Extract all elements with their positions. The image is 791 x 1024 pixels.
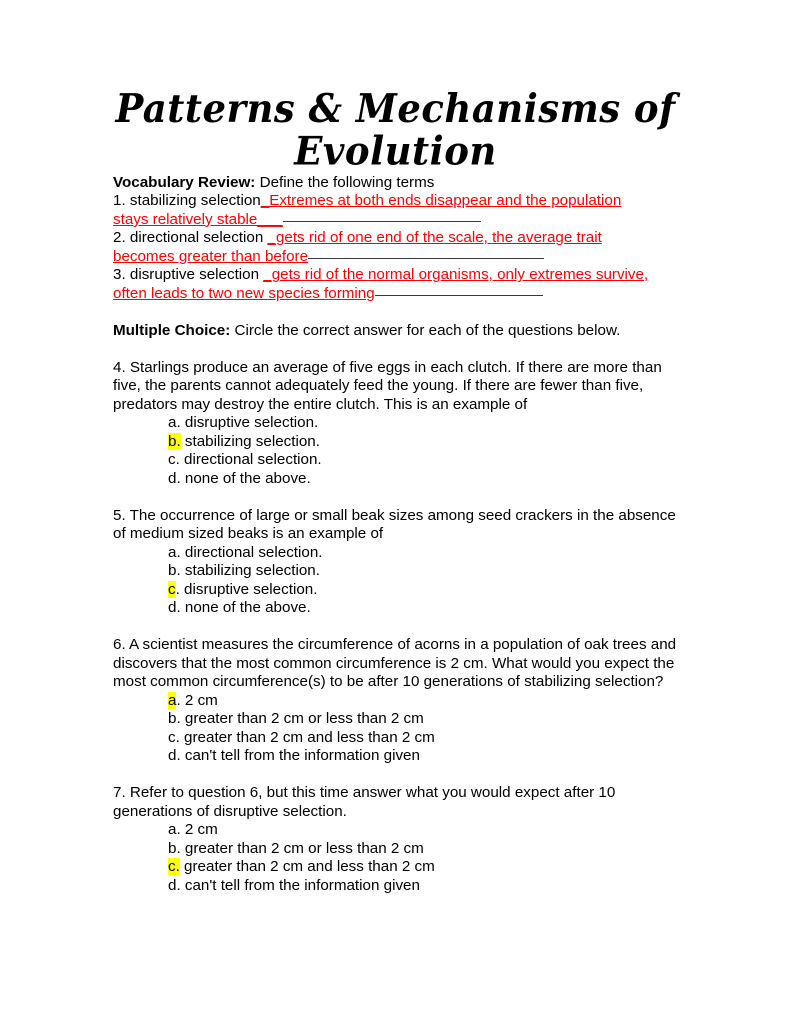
question-4-choice-a-text: disruptive selection.: [180, 414, 319, 432]
vocabulary-instructions: Define the following terms: [255, 173, 435, 191]
vocabulary-section: [113, 174, 678, 304]
question-7-choice-b[interactable]: [113, 840, 678, 859]
question-6-choice-a-marker-highlight: a: [168, 691, 177, 709]
vocabulary-item-3: [113, 266, 678, 285]
question-5-choice-d[interactable]: [113, 599, 678, 618]
question-4-choice-b-text: stabilizing selection.: [180, 432, 320, 450]
page-title: Patterns & Mechanisms of Evolution: [115, 84, 676, 174]
question-4-choice-b[interactable]: [113, 433, 678, 452]
question-6-choice-a[interactable]: [113, 692, 678, 711]
question-7-choice-d[interactable]: [113, 877, 678, 896]
question-gap-4: [113, 340, 678, 359]
question-5-choice-d-marker: d.: [168, 599, 181, 617]
question-gap-6: [113, 618, 678, 637]
question-5: [113, 507, 678, 618]
vocabulary-item-2: [113, 229, 678, 248]
vocabulary-item-2-continuation: [113, 248, 678, 267]
question-4-choice-c[interactable]: [113, 451, 678, 470]
question-6-choice-a-marker: .: [176, 691, 181, 709]
question-5-prompt: 5. The occurrence of large or small beak sizes among seed crackers in the absence of medium sized beaks is an example of: [113, 506, 676, 543]
question-6-choice-b[interactable]: [113, 710, 678, 729]
question-5-choice-b[interactable]: [113, 562, 678, 581]
question-4-choice-d-marker: d.: [168, 469, 181, 487]
question-6: [113, 636, 678, 766]
question-6-choice-c-marker: c.: [168, 728, 180, 746]
vocabulary-heading: [113, 174, 678, 193]
worksheet-content: [113, 84, 678, 895]
vocabulary-item-1-blank-rule: [283, 221, 481, 222]
vocabulary-item-1-number: 1.: [113, 192, 126, 210]
vocabulary-item-2-answer-line-2[interactable]: becomes greater than before: [113, 247, 309, 265]
vocabulary-item-2-number: 2.: [113, 229, 126, 247]
question-4-choice-c-text: directional selection.: [179, 451, 322, 469]
question-6-choice-a-text: 2 cm: [180, 691, 218, 709]
question-4-choice-d[interactable]: [113, 470, 678, 489]
vocabulary-item-1-continuation: [113, 211, 678, 230]
question-6-choice-b-marker: b.: [168, 710, 181, 728]
question-7-choice-a[interactable]: [113, 821, 678, 840]
vocabulary-section-label: Vocabulary Review:: [113, 173, 256, 191]
question-7-choice-c[interactable]: [113, 858, 678, 877]
question-7-choice-d-marker: d.: [168, 876, 181, 894]
question-4-choices: [113, 414, 678, 488]
question-7-choices: [113, 821, 678, 895]
multiple-choice-section-label: Multiple Choice:: [113, 321, 231, 339]
question-6-prompt: 6. A scientist measures the circumference of acorns in a population of oak trees and discovers that the most common circumference is 2 cm. What would you expect the most common circumference(s) to be after 10 generations of stabilizing selection?: [113, 636, 677, 691]
question-4-choice-a-marker: a.: [168, 414, 181, 432]
question-5-choice-a-text: directional selection.: [180, 543, 323, 561]
vocabulary-item-1-answer-line-1[interactable]: _Extremes at both ends disappear and the population: [260, 192, 622, 210]
vocabulary-item-2-term: directional selection: [125, 229, 268, 247]
question-7-choice-c-marker-highlight: c.: [168, 858, 180, 876]
question-gap-7: [113, 766, 678, 785]
question-7-choice-a-marker: a.: [168, 821, 181, 839]
multiple-choice-heading: [113, 322, 678, 341]
vocabulary-item-3-blank-rule: [375, 295, 543, 296]
section-gap-1: [113, 303, 678, 322]
question-5-choice-a-marker: a.: [168, 543, 181, 561]
question-4-choice-c-marker: c.: [168, 451, 180, 469]
question-7: [113, 784, 678, 895]
question-6-choice-c[interactable]: [113, 729, 678, 748]
vocabulary-item-3-answer-line-1[interactable]: _gets rid of the normal organisms, only extremes survive,: [263, 266, 649, 284]
question-7-choice-d-text: can't tell from the information given: [180, 876, 420, 894]
question-6-choice-d-marker: d.: [168, 747, 181, 765]
question-6-choices: [113, 692, 678, 766]
question-4-prompt: 4. Starlings produce an average of five eggs in each clutch. If there are more than five, the parents cannot adequately feed the young. If there are fewer than five, predators may destroy the entire clutch. This is an example of: [113, 358, 662, 413]
question-5-choice-c-text: disruptive selection.: [179, 580, 318, 598]
question-6-choice-b-text: greater than 2 cm or less than 2 cm: [180, 710, 424, 728]
question-5-choices: [113, 544, 678, 618]
question-7-prompt: 7. Refer to question 6, but this time answer what you would expect after 10 generations of disruptive selection.: [113, 784, 616, 820]
vocabulary-item-3-number: 3.: [113, 266, 126, 284]
vocabulary-item-3-term: disruptive selection: [125, 266, 264, 284]
question-4-choice-a[interactable]: [113, 414, 678, 433]
vocabulary-item-3-continuation: [113, 285, 678, 304]
vocabulary-item-1-term: stabilizing selection: [125, 192, 261, 210]
question-5-choice-b-text: stabilizing selection.: [180, 562, 320, 580]
question-4-choice-b-marker-highlight: b.: [168, 432, 181, 450]
vocabulary-item-2-answer-line-1[interactable]: _gets rid of one end of the scale, the average trait: [267, 229, 602, 247]
question-6-choice-d-text: can't tell from the information given: [180, 747, 420, 765]
question-5-choice-d-text: none of the above.: [180, 599, 311, 617]
vocabulary-item-3-answer-line-2[interactable]: often leads to two new species forming: [113, 284, 375, 302]
question-5-choice-c-marker-highlight: c: [168, 580, 176, 598]
question-5-choice-a[interactable]: [113, 544, 678, 563]
question-7-choice-a-text: 2 cm: [180, 821, 218, 839]
multiple-choice-instructions: Circle the correct answer for each of the questions below.: [230, 321, 621, 339]
question-7-choice-b-marker: b.: [168, 839, 181, 857]
question-5-choice-c[interactable]: [113, 581, 678, 600]
multiple-choice-section: [113, 322, 678, 896]
question-gap-5: [113, 488, 678, 507]
question-5-choice-b-marker: b.: [168, 562, 181, 580]
question-5-choice-c-marker: .: [175, 580, 180, 598]
vocabulary-item-1-answer-line-2[interactable]: stays relatively stable___: [113, 210, 283, 228]
question-7-choice-b-text: greater than 2 cm or less than 2 cm: [180, 839, 424, 857]
question-6-choice-d[interactable]: [113, 747, 678, 766]
question-7-choice-c-text: greater than 2 cm and less than 2 cm: [179, 858, 435, 876]
question-4-choice-d-text: none of the above.: [180, 469, 311, 487]
vocabulary-item-2-blank-rule: [308, 258, 544, 259]
vocabulary-item-1: [113, 192, 678, 211]
question-6-choice-c-text: greater than 2 cm and less than 2 cm: [179, 728, 435, 746]
question-4: [113, 359, 678, 489]
